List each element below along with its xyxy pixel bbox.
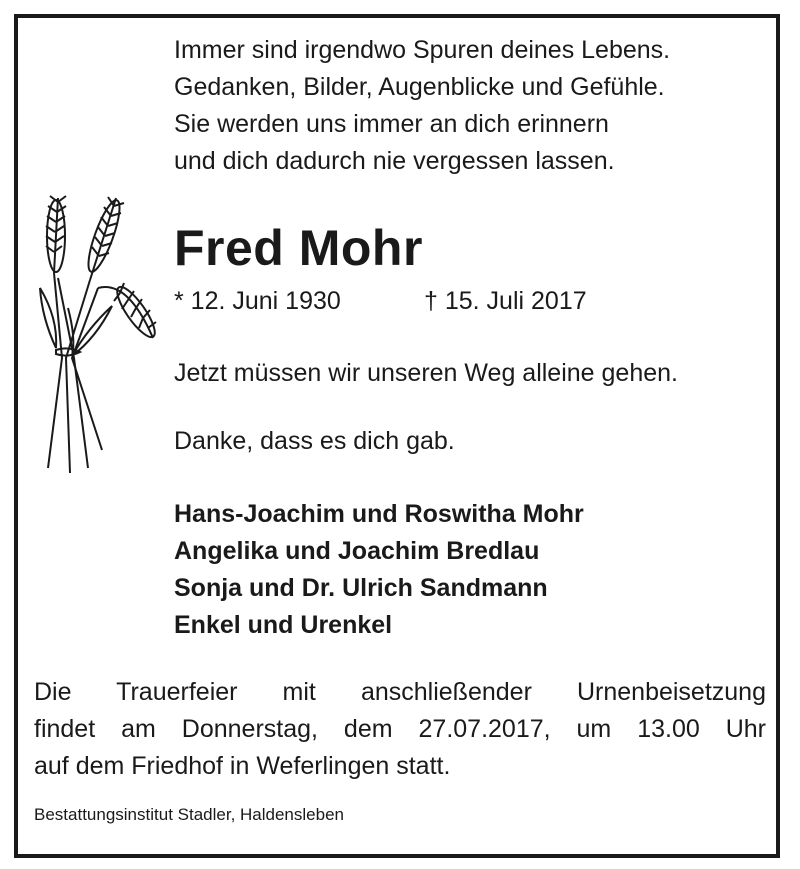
funeral-service-info: [34, 674, 766, 785]
service-line: Die Trauerfeier mit anschließender Urnenbeisetzung: [34, 678, 766, 706]
mourner-entry: Sonja und Dr. Ulrich Sandmann: [174, 574, 548, 602]
mourners-list: [174, 496, 584, 644]
service-line: findet am Donnerstag, dem 27.07.2017, um 13.00 Uhr: [34, 715, 766, 743]
life-dates: [174, 284, 587, 318]
verse-line: Sie werden uns immer an dich erinnern: [174, 110, 609, 138]
farewell-message: Jetzt müssen wir unseren Weg alleine gehen.: [174, 359, 678, 387]
wheat-sheaf-icon: [28, 188, 168, 478]
verse-line: und dich dadurch nie vergessen lassen.: [174, 147, 615, 175]
deceased-name: Fred Mohr: [174, 220, 423, 276]
verse-line: Gedanken, Bilder, Augenblicke und Gefühle.: [174, 73, 665, 101]
funeral-home: Bestattungsinstitut Stadler, Haldensleben: [34, 805, 344, 824]
death-date: † 15. Juli 2017: [424, 287, 587, 315]
verse-line: Immer sind irgendwo Spuren deines Lebens.: [174, 36, 671, 64]
mourner-entry: Hans-Joachim und Roswitha Mohr: [174, 500, 584, 528]
mourner-entry: Angelika und Joachim Bredlau: [174, 537, 540, 565]
service-line: auf dem Friedhof in Weferlingen statt.: [34, 752, 451, 780]
mourner-entry: Enkel und Urenkel: [174, 611, 393, 639]
thanks-message: Danke, dass es dich gab.: [174, 427, 455, 455]
memorial-verse: [174, 32, 774, 180]
birth-date: * 12. Juni 1930: [174, 287, 341, 315]
